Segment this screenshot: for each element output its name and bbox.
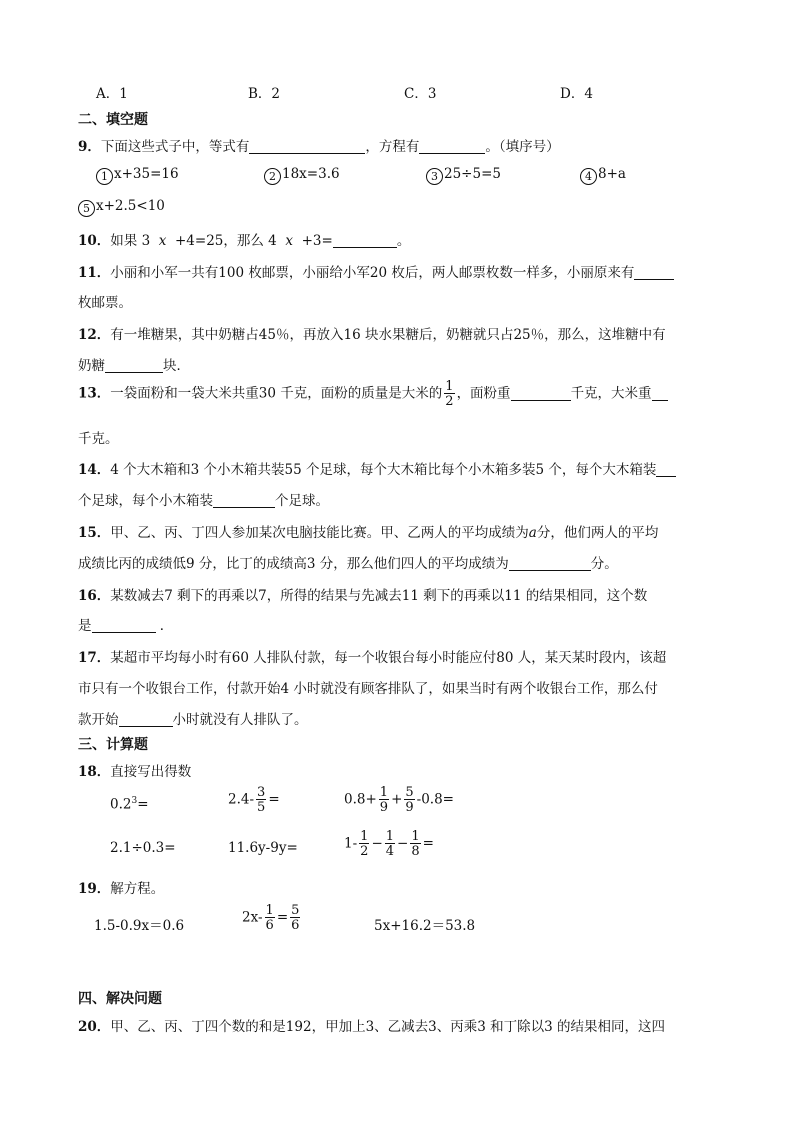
question-11: 11．小丽和小军一共有100 枚邮票，小丽给小军20 枚后，两人邮票枚数一样多，小丽原来有 — [78, 261, 674, 281]
question-14: 14．4 个大木箱和3 个小木箱共装55 个足球，每个大木箱比每个小木箱多装5 个，每个大木箱装 — [78, 458, 676, 478]
q9-item-1: 1 x+35=16 — [96, 166, 179, 185]
answer-blank[interactable] — [656, 462, 676, 477]
question-9: 9．下面这些式子中，等式有 ，方程有 。（填序号） — [78, 139, 560, 155]
section-heading-calculation: 三、计算题 — [78, 737, 148, 753]
question-number: 9． — [78, 139, 101, 155]
q9-item-5: 5 x+2.5<10 — [78, 198, 165, 217]
q9-item-3: 3 25÷5=5 — [426, 166, 501, 185]
question-15: 15．甲、乙、丙、丁四人参加某次电脑技能比赛。甲、乙两人的平均成绩为a分，他们两人的平均 — [78, 525, 659, 541]
fraction: $\frac{5}{6}$ — [291, 903, 300, 933]
fraction: $\frac{3}{5}$ — [257, 785, 266, 815]
section-heading-fill-blank: 二、填空题 — [78, 112, 148, 128]
fraction: $\frac{1}{8}$ — [411, 829, 420, 859]
question-17-line-3: 款开始 小时就没有人排队了。 — [78, 712, 308, 728]
q18-expr-2: 2.4- $\frac{3}{5}$ = — [228, 785, 280, 815]
fraction: $\frac{1}{2}$ — [445, 379, 454, 409]
q19-equation-3: 5x+16.2＝53.8 — [374, 918, 476, 934]
q18-expr-4: 2.1÷0.3= — [110, 840, 176, 856]
q18-expr-5: 11.6y-9y= — [228, 840, 298, 856]
q9-item-4: 4 8+a — [580, 166, 626, 185]
answer-blank[interactable] — [249, 139, 365, 154]
question-11-line-2: 枚邮票。 — [78, 295, 132, 311]
question-10: 10．如果 3 x +4=25，那么 4 x +3= 。 — [78, 233, 411, 249]
q9-item-2: 2 18x=3.6 — [264, 166, 340, 185]
answer-blank[interactable] — [509, 556, 591, 571]
answer-blank[interactable] — [511, 386, 571, 401]
q8-option-b: B．2 — [248, 86, 281, 102]
fraction: $\frac{1}{6}$ — [265, 903, 274, 933]
answer-blank[interactable] — [652, 386, 668, 401]
question-12-line-2: 奶糖 块． — [78, 358, 190, 374]
question-19: 19．解方程。 — [78, 881, 165, 897]
answer-blank[interactable] — [119, 712, 173, 727]
answer-blank[interactable] — [333, 233, 397, 248]
q18-expr-1: $0.2^3=$ — [110, 796, 149, 813]
question-17-line-2: 市只有一个收银台工作，付款开始4 小时就没有顾客排队了，如果当时有两个收银台工作，那么付 — [78, 681, 658, 697]
answer-blank[interactable] — [105, 358, 163, 373]
q19-equation-1: 1.5-0.9x＝0.6 — [94, 918, 185, 934]
answer-blank[interactable] — [213, 493, 275, 508]
question-14-line-2: 个足球，每个小木箱装 个足球。 — [78, 493, 329, 509]
question-15-line-2: 成绩比丙的成绩低9 分，比丁的成绩高3 分，那么他们四人的平均成绩为 分。 — [78, 556, 618, 572]
question-13-line-2: 千克。 — [78, 431, 119, 447]
fraction: $\frac{1}{4}$ — [385, 829, 395, 859]
q8-option-c: C．3 — [404, 86, 437, 102]
fraction: $\frac{1}{9}$ — [379, 785, 389, 815]
q18-expr-6: 1- $\frac{1}{2}$ − $\frac{1}{4}$ − $\frac{1}{8}$ = — [344, 829, 434, 859]
q19-equation-2: 2x- $\frac{1}{6}$ = $\frac{5}{6}$ — [242, 903, 300, 933]
question-12: 12．有一堆糖果，其中奶糖占45％，再放入16 块水果糖后，奶糖就只占25％，那么，这堆糖中有 — [78, 327, 666, 343]
question-17: 17．某超市平均每小时有60 人排队付款，每一个收银台每小时能应付80 人，某天某时段内，该超 — [78, 650, 667, 666]
question-20: 20．甲、乙、丙、丁四个数的和是192，甲加上3、乙减去3、丙乘3 和丁除以3 的结果相同，这四 — [78, 1019, 666, 1035]
question-18: 18．直接写出得数 — [78, 764, 192, 780]
question-16-line-2: 是 ． — [78, 618, 174, 634]
fraction: $\frac{5}{9}$ — [405, 785, 414, 815]
answer-blank[interactable] — [634, 265, 674, 280]
question-13: 13．一袋面粉和一袋大米共重30 千克，面粉的质量是大米的 $\frac{1}{2}$ ，面粉重 千克，大米重 — [78, 380, 668, 408]
fraction: $\frac{1}{2}$ — [360, 829, 369, 859]
question-16: 16．某数减去7 剩下的再乘以7，所得的结果与先减去11 剩下的再乘以11 的结果相同，这个数 — [78, 588, 648, 604]
q8-option-d: D．4 — [560, 86, 593, 102]
answer-blank[interactable] — [419, 139, 485, 154]
answer-blank[interactable] — [92, 618, 156, 633]
q8-option-a: A．1 — [96, 86, 128, 102]
q18-expr-3: 0.8+ $\frac{1}{9}$ + $\frac{5}{9}$ -0.8= — [344, 785, 454, 815]
section-heading-problem-solving: 四、解决问题 — [78, 991, 162, 1007]
